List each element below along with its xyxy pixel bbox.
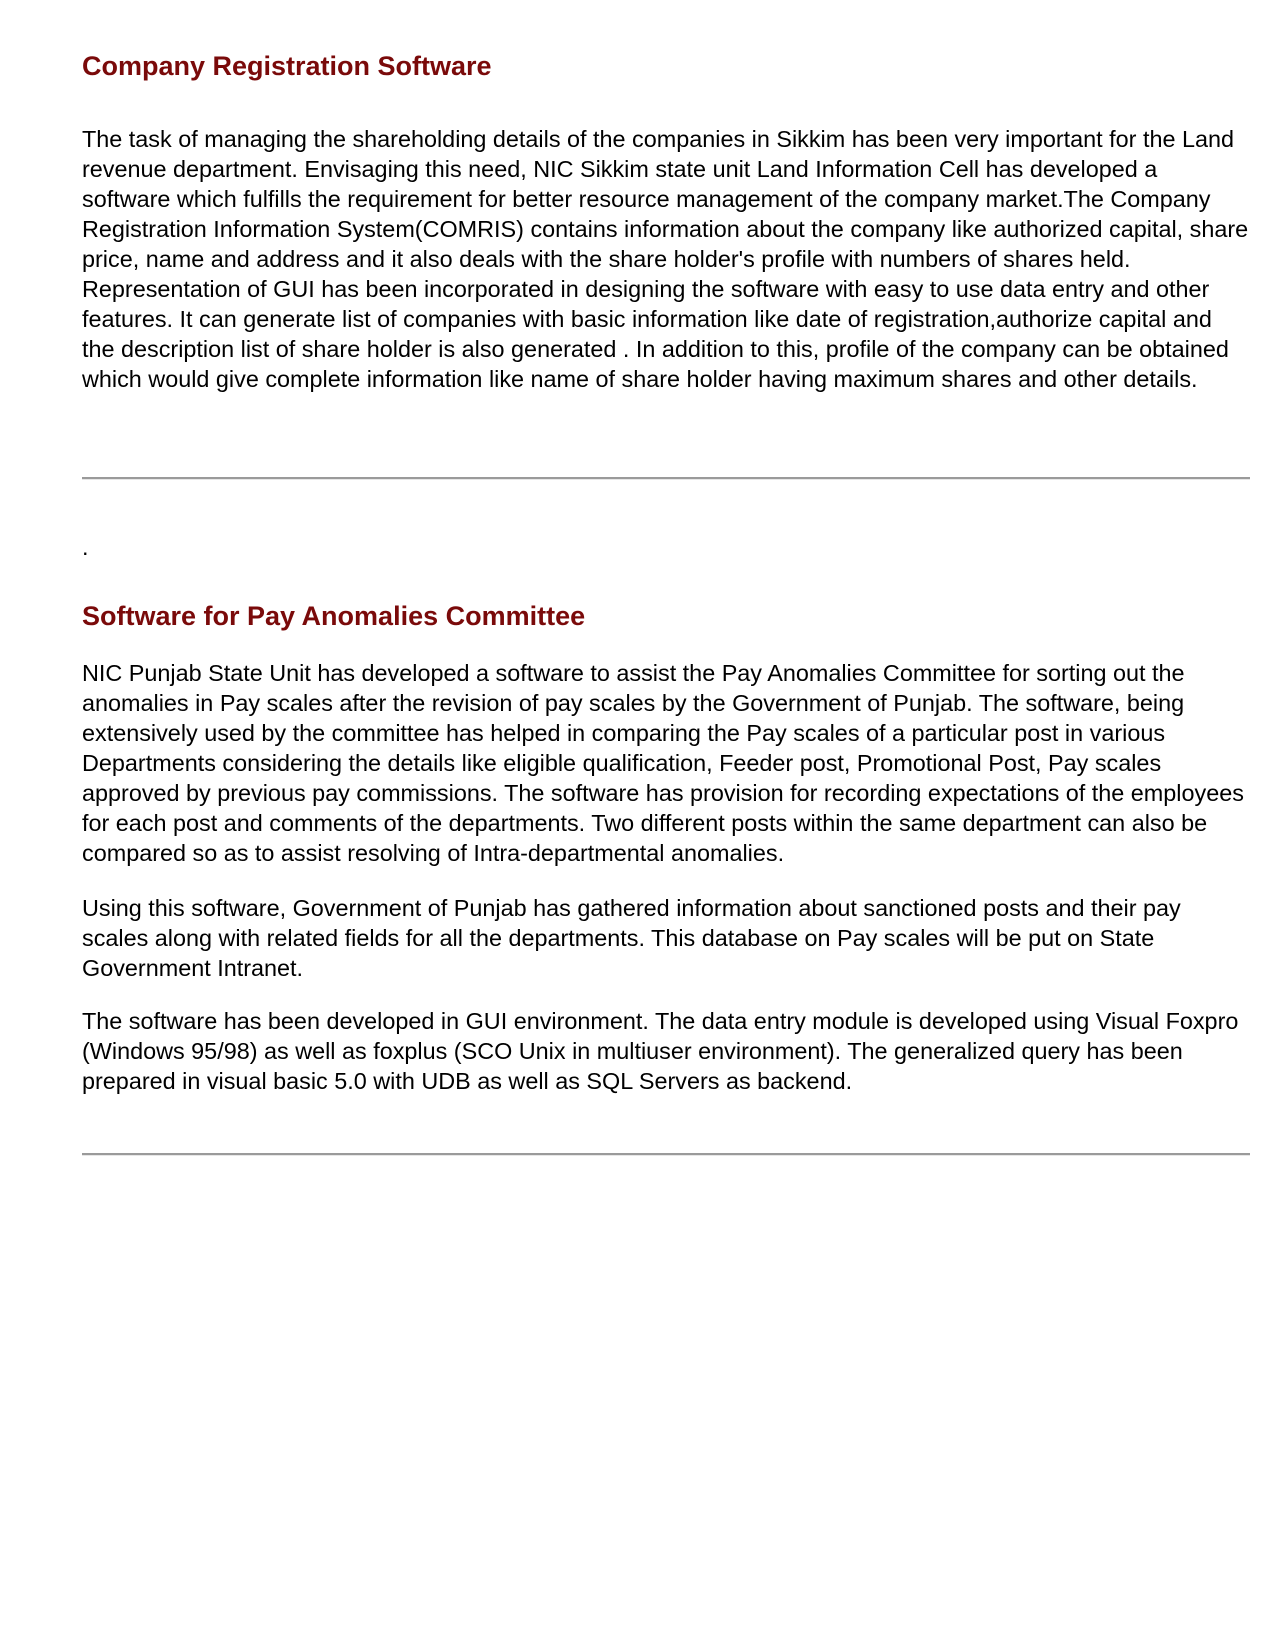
pay-anomalies-paragraph-1: NIC Punjab State Unit has developed a software to assist the Pay Anomalies Committee for sorting out the anomalies in Pay scales after the revision of pay scales by the Government of Punjab. The software, being extensively used by the committee has helped in comparing the Pay scales of a particular post in various Departments considering the details like eligible qualification, Feeder post, Promotional Post, Pay scales approved by previous pay commissions. The software has provision for recording expectations of the employees for each post and comments of the departments. Two different posts within the same department can also be compared so as to assist resolving of Intra-departmental anomalies. xyxy=(82,660,1244,866)
separator-dot: . xyxy=(82,534,89,560)
horizontal-rule xyxy=(82,1153,1250,1156)
horizontal-rule xyxy=(82,477,1250,480)
pay-anomalies-paragraph-3: The software has been developed in GUI environment. The data entry module is developed using Visual Foxpro (Windows 95/98) as well as foxplus (SCO Unix in multiuser environment). The generalized query has been prepared in visual basic 5.0 with UDB as well as SQL Servers as backend. xyxy=(82,1008,1239,1094)
section-heading-pay-anomalies: Software for Pay Anomalies Committee xyxy=(82,601,586,631)
pay-anomalies-paragraph-2: Using this software, Government of Punjab has gathered information about sanctioned posts and their pay scales along with related fields for all the departments. This database on Pay scales will be put on State Government Intranet. xyxy=(82,895,1181,981)
company-registration-paragraph: The task of managing the shareholding details of the companies in Sikkim has been very important for the Land revenue department. Envisaging this need, NIC Sikkim state unit Land Information Cell has developed a software which fulfills the requirement for better resource management of the company market.The Company Registration Information System(COMRIS) contains information about the company like authorized capital, share price, name and address and it also deals with the share holder's profile with numbers of shares held. Representation of GUI has been incorporated in designing the software with easy to use data entry and other features. It can generate list of companies with basic information like date of registration,authorize capital and the description list of share holder is also generated . In addition to this, profile of the company can be obtained which would give complete information like name of share holder having maximum shares and other details. xyxy=(82,126,1249,392)
section-heading-company-registration: Company Registration Software xyxy=(82,51,492,81)
